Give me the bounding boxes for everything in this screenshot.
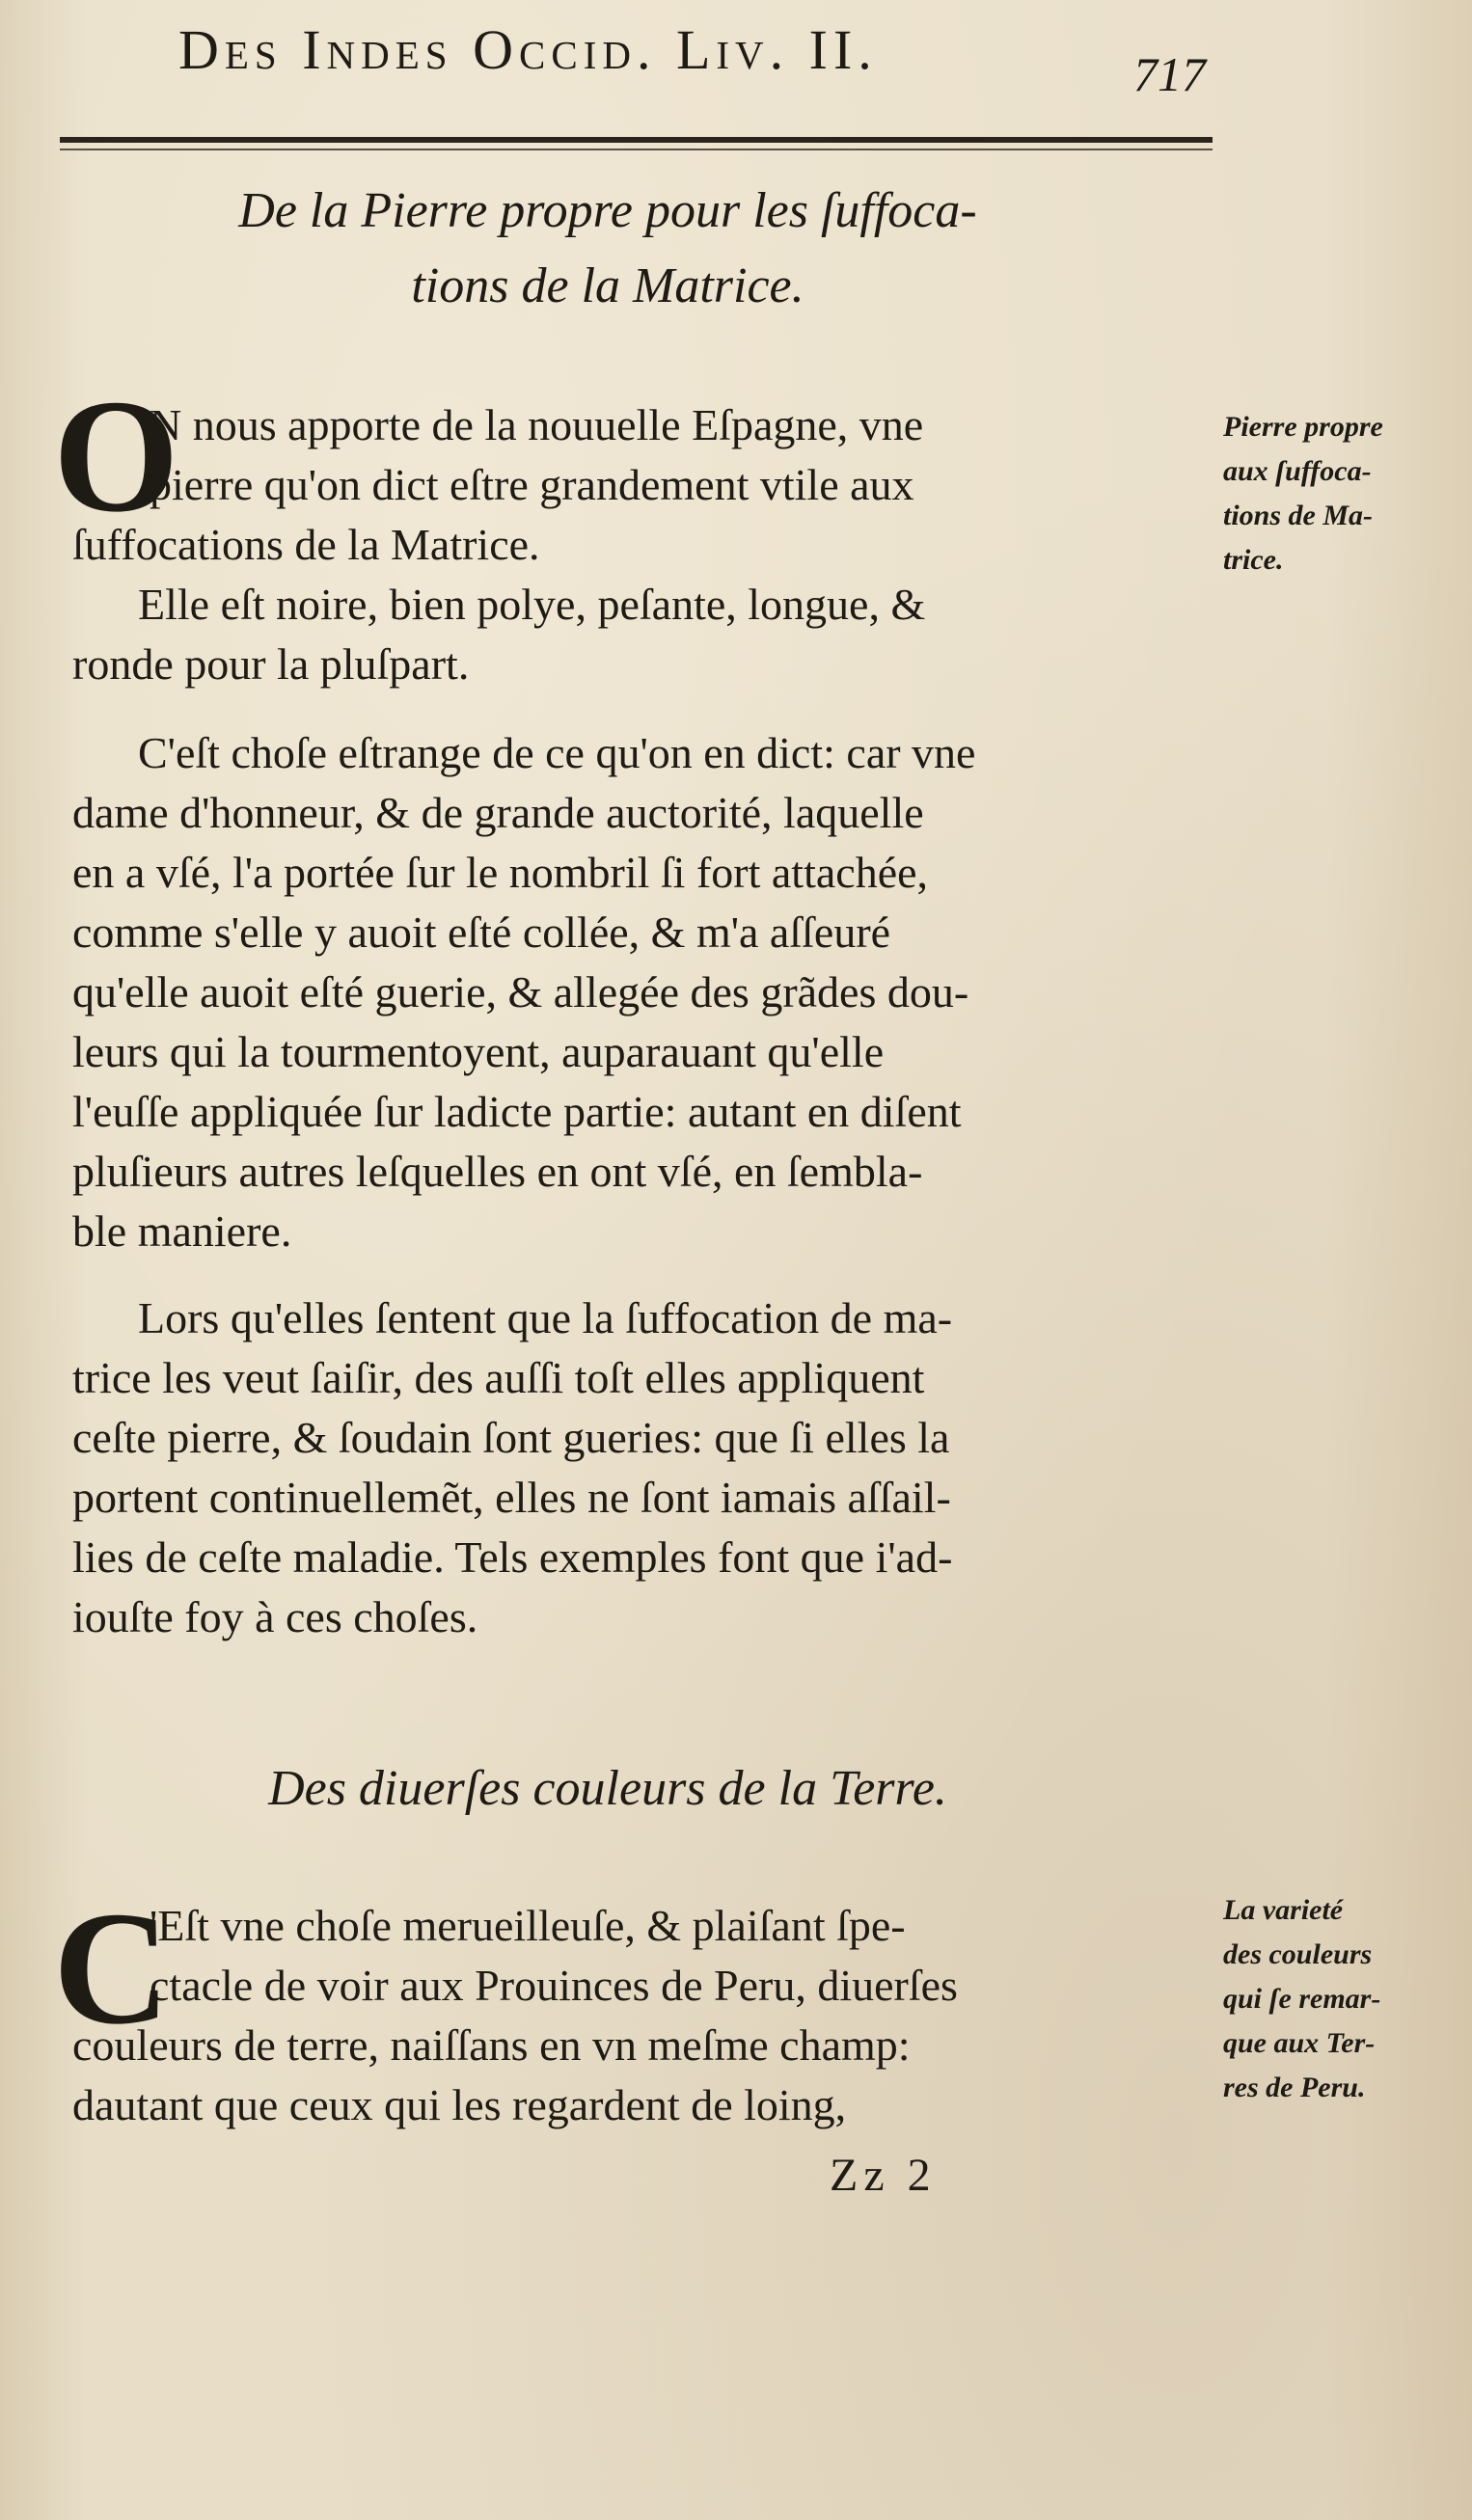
- signature-mark: Zz 2: [830, 2150, 937, 2201]
- note-line: des couleurs: [1223, 1938, 1373, 1970]
- marginal-note: [1223, 405, 1464, 583]
- text-line: ble maniere.: [72, 1206, 292, 1256]
- text-line: ſuffocations de la Matrice.: [72, 520, 540, 569]
- paragraph: [72, 395, 1211, 575]
- text-line: dame d'honneur, & de grande auctorité, laquelle: [72, 788, 924, 837]
- text-line: leurs qui la tourmentoyent, auparauant qu'elle: [72, 1027, 885, 1076]
- text-line: ceſte pierre, & ſoudain ſont gueries: que ſi elles la: [72, 1413, 950, 1462]
- page-number: 717: [1133, 47, 1206, 101]
- drop-capital: O: [53, 366, 179, 546]
- note-line: aux ſuffoca-: [1223, 455, 1372, 487]
- heading-line: tions de la Matrice.: [411, 258, 804, 313]
- note-line: trice.: [1223, 544, 1284, 576]
- marginal-note: [1223, 1888, 1464, 2110]
- text-line: trice les veut ſaiſir, des auſſi toſt elles appliquent: [72, 1353, 925, 1402]
- text-line: pierre qu'on dict eſtre grandement vtile aux: [150, 460, 914, 509]
- text-line: l'euſſe appliquée ſur ladicte partie: autant en diſent: [72, 1087, 962, 1136]
- text-line: en a vſé, l'a portée ſur le nombril ſi fort attachée,: [72, 848, 929, 897]
- section-heading-terre: [0, 1751, 1215, 1827]
- text-line: ronde pour la pluſpart.: [72, 639, 470, 689]
- text-line: couleurs de terre, naiſſans en vn meſme champ:: [72, 2020, 911, 2070]
- note-line: tions de Ma-: [1223, 500, 1374, 531]
- text-line: C'eſt choſe eſtrange de ce qu'on en dict: car vne: [138, 728, 976, 777]
- text-line: Lors qu'elles ſentent que la ſuffocation de ma-: [138, 1293, 953, 1342]
- header-rule-thin: [60, 149, 1213, 150]
- text-line: comme s'elle y auoit eſté collée, & m'a aſſeuré: [72, 908, 891, 957]
- text-line: Elle eſt noire, bien polye, peſante, longue, &: [138, 580, 926, 629]
- text-line: 'Eſt vne choſe merueilleuſe, & plaiſant ſpe-: [150, 1901, 906, 1950]
- header-rule: [60, 137, 1213, 143]
- text-line: pluſieurs autres leſquelles en ont vſé, en ſembla-: [72, 1147, 923, 1196]
- text-line: iouſte foy à ces choſes.: [72, 1592, 478, 1641]
- drop-capital: C: [53, 1879, 171, 2058]
- note-line: Pierre propre: [1223, 411, 1383, 443]
- paragraph: [72, 723, 1211, 1261]
- note-line: La varieté: [1223, 1894, 1344, 1926]
- text-line: qu'elle auoit eſté guerie, & allegée des grãdes dou-: [72, 967, 969, 1016]
- text-line: portent continuellemẽt, elles ne ſont iamais aſſail-: [72, 1473, 951, 1522]
- note-line: que aux Ter-: [1223, 2027, 1376, 2059]
- text-line: dautant que ceux qui les regardent de loing,: [72, 2080, 847, 2129]
- note-line: qui ſe remar-: [1223, 1983, 1381, 2015]
- text-line: N nous apporte de la nouuelle Eſpagne, vne: [150, 400, 924, 449]
- paragraph: [72, 575, 1211, 694]
- text-line: ctacle de voir aux Prouinces de Peru, diuerſes: [150, 1961, 958, 2010]
- heading-line: De la Pierre propre pour les ſuffoca-: [238, 183, 977, 238]
- paragraph: [72, 1896, 1211, 2135]
- section-heading-pierre: [0, 174, 1215, 324]
- running-head: Des Indes Occid. Liv. II.: [178, 18, 878, 81]
- heading-line: Des diuerſes couleurs de la Terre.: [268, 1761, 947, 1816]
- text-line: lies de ceſte maladie. Tels exemples font que i'ad-: [72, 1532, 953, 1582]
- paragraph: [72, 1288, 1211, 1647]
- note-line: res de Peru.: [1223, 2072, 1366, 2103]
